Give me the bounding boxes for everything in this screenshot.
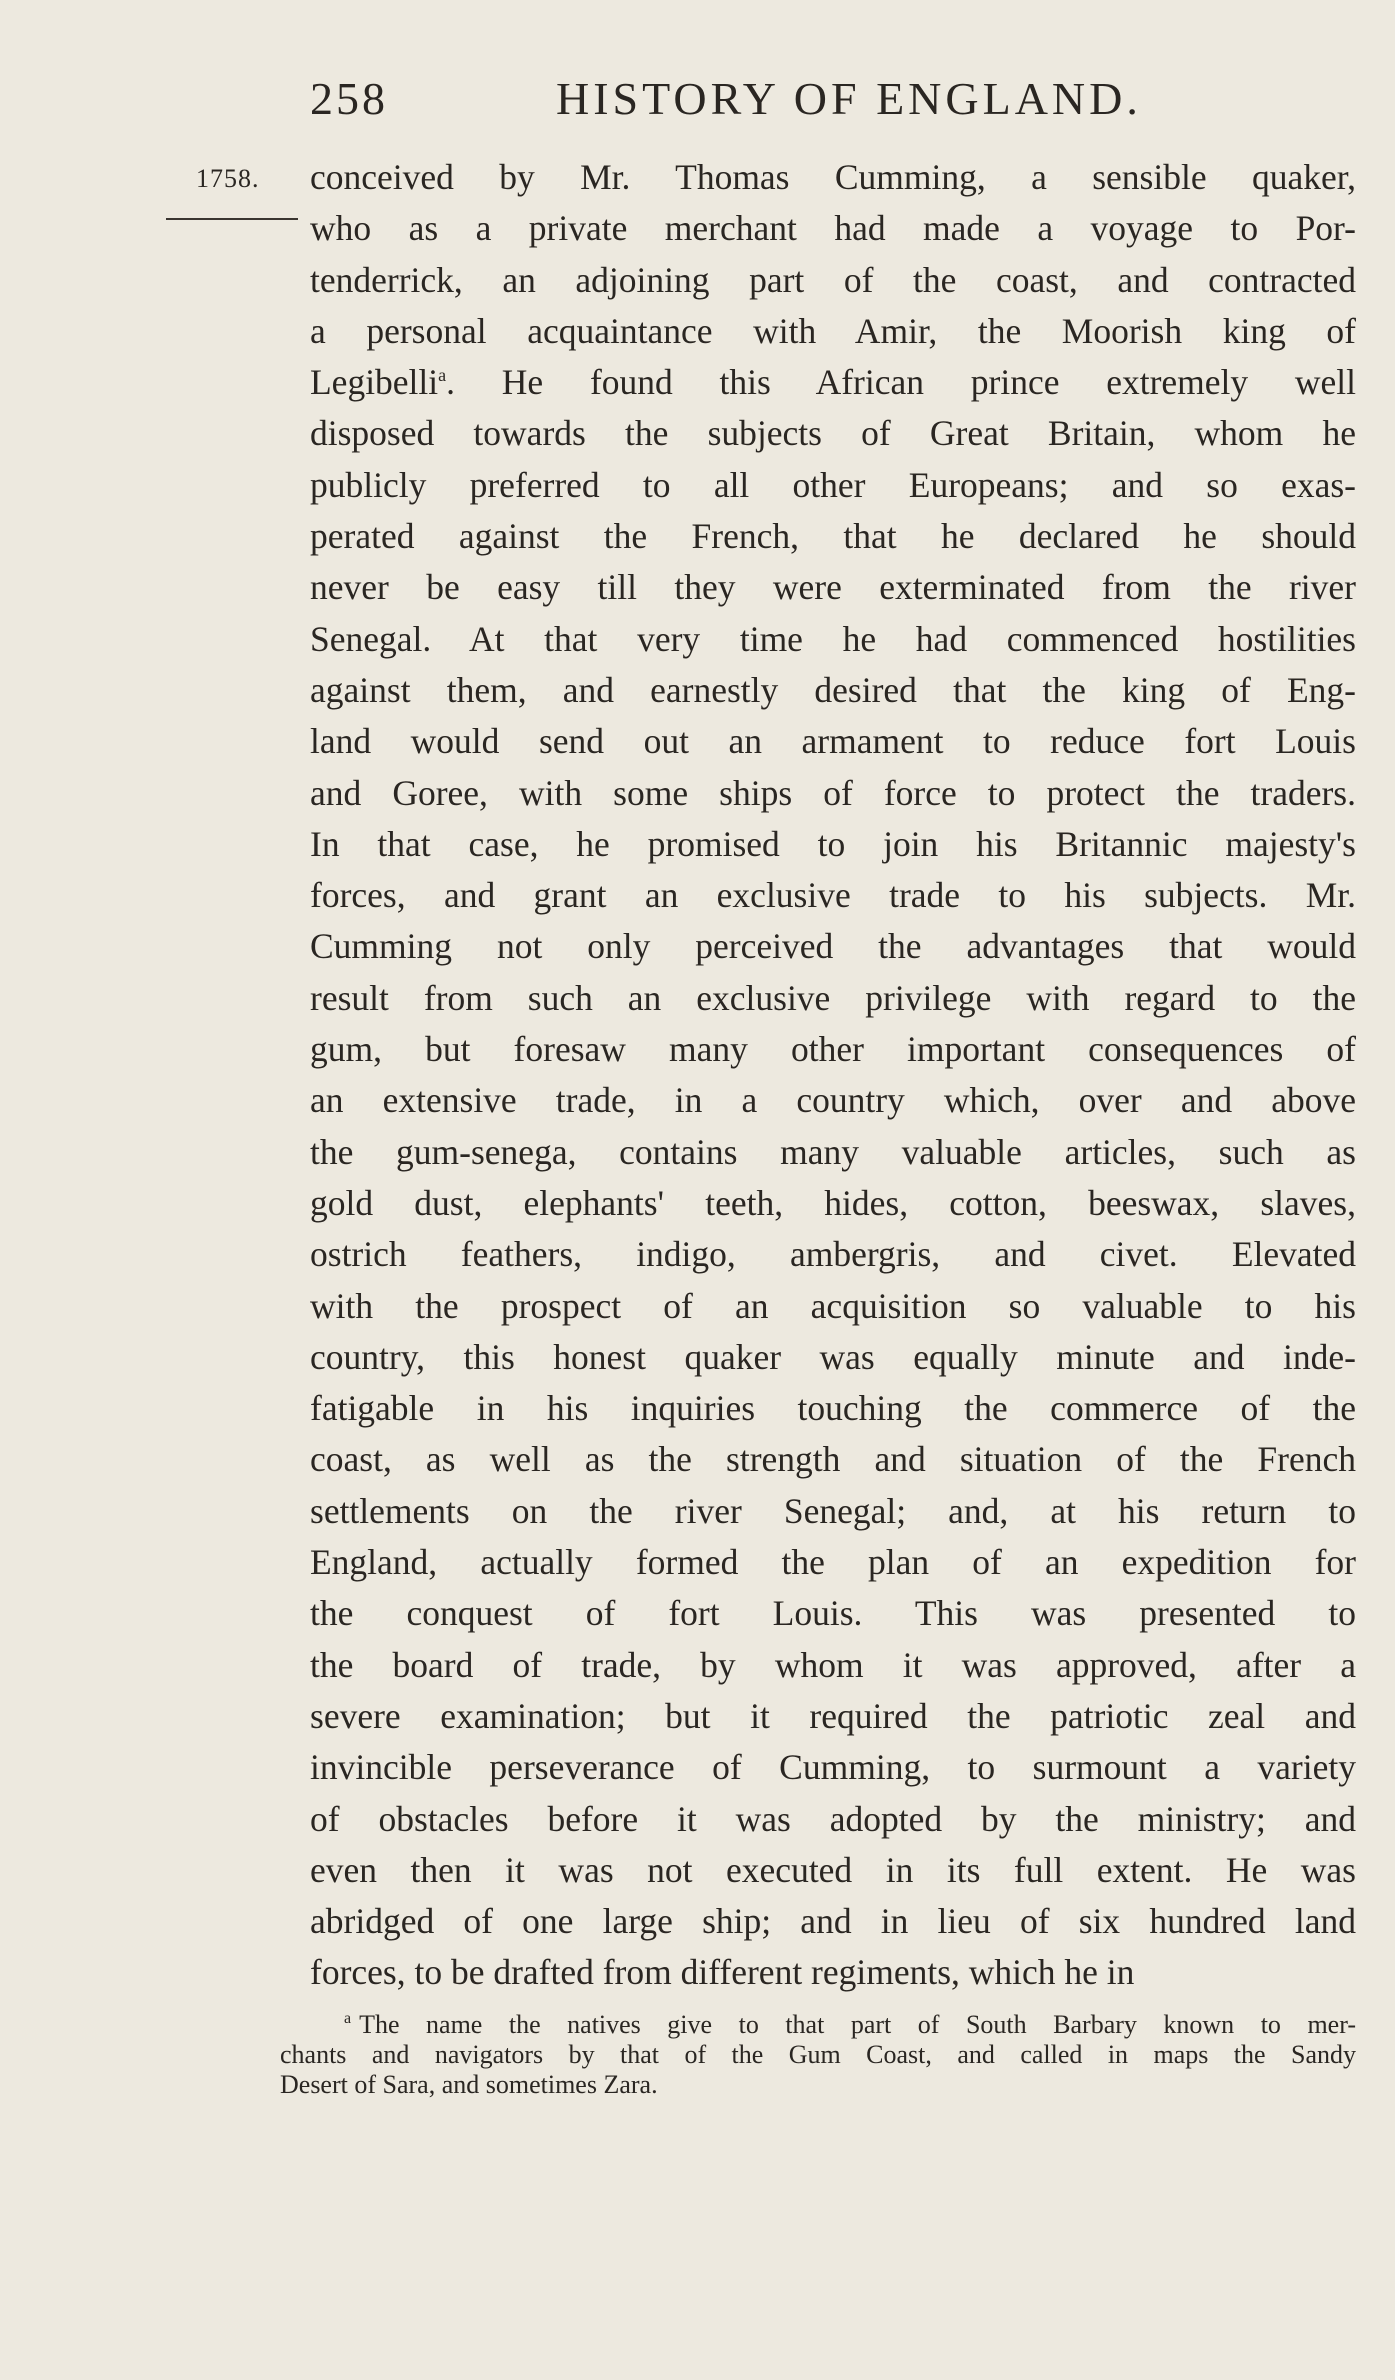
body-line: country, this honest quaker was equally minute and inde- xyxy=(310,1336,1356,1377)
body-line-segment: Legibelli xyxy=(310,362,439,403)
body-line: tenderrick, an adjoining part of the coast, and contracted xyxy=(310,259,1356,300)
body-line: fatigable in his inquiries touching the commerce of the xyxy=(310,1388,1356,1429)
body-line: of obstacles before it was adopted by the ministry; and xyxy=(310,1798,1356,1839)
body-line: severe examination; but it required the patriotic zeal and xyxy=(310,1695,1356,1736)
footnote xyxy=(280,2010,1356,2100)
body-line: the gum-senega, contains many valuable articles, such as xyxy=(310,1131,1356,1172)
body-line: even then it was not executed in its full extent. He was xyxy=(310,1849,1356,1890)
body-line: forces, and grant an exclusive trade to his subjects. Mr. xyxy=(310,875,1356,916)
body-line: against them, and earnestly desired that the king of Eng- xyxy=(310,669,1356,710)
body-line: disposed towards the subjects of Great Britain, whom he xyxy=(310,413,1356,454)
footnote-line: chants and navigators by that of the Gum Coast, and called in maps the Sandy xyxy=(280,2040,1356,2069)
body-line: who as a private merchant had made a voyage to Por- xyxy=(310,208,1356,249)
footnote-line xyxy=(280,2010,1356,2040)
body-line: Cumming not only perceived the advantages that would xyxy=(310,926,1356,967)
body-line: gold dust, elephants' teeth, hides, cotton, beeswax, slaves, xyxy=(310,1182,1356,1223)
body-line: the conquest of fort Louis. This was presented to xyxy=(310,1593,1356,1634)
running-head xyxy=(310,72,1340,132)
body-line: an extensive trade, in a country which, over and above xyxy=(310,1080,1356,1121)
body-line: land would send out an armament to reduce fort Louis xyxy=(310,721,1356,762)
body-line: gum, but foresaw many other important consequences of xyxy=(310,1029,1356,1070)
body-line: coast, as well as the strength and situation of the French xyxy=(310,1439,1356,1480)
body-line: conceived by Mr. Thomas Cumming, a sensible quaker, xyxy=(310,157,1356,197)
body-line: result from such an exclusive privilege with regard to the xyxy=(310,977,1356,1018)
body-line: perated against the French, that he declared he should xyxy=(310,516,1356,557)
body-line: settlements on the river Senegal; and, at his return to xyxy=(310,1490,1356,1531)
body-line: the board of trade, by whom it was approved, after a xyxy=(310,1644,1356,1685)
body-line: In that case, he promised to join his Britannic majesty's xyxy=(310,823,1356,864)
body-line: Legibelli$^a$. He found this African prince extremely well xyxy=(310,362,1357,403)
body-line: a personal acquaintance with Amir, the Moorish king of xyxy=(310,310,1356,351)
body-line: England, actually formed the plan of an expedition for xyxy=(310,1542,1356,1583)
body-text xyxy=(310,152,1356,1999)
footnote-reference: a xyxy=(438,365,447,386)
body-line: invincible perseverance of Cumming, to surmount a variety xyxy=(310,1747,1356,1788)
body-line: never be easy till they were exterminated from the river xyxy=(310,567,1356,608)
footnote-line: Desert of Sara, and sometimes Zara. xyxy=(280,2070,658,2099)
body-line: Senegal. At that very time he had commenced hostilities xyxy=(310,618,1356,659)
page-number: 258 xyxy=(310,73,388,124)
footnote-line-text: The name the natives give to that part of South Barbary known to mer- xyxy=(359,2010,1356,2039)
footnote-marker: a xyxy=(344,2010,352,2028)
body-line: ostrich feathers, indigo, ambergris, and civet. Elevated xyxy=(310,1234,1356,1275)
body-line: with the prospect of an acquisition so valuable to his xyxy=(310,1285,1356,1326)
body-line: publicly preferred to all other Europeans; and so exas- xyxy=(310,464,1356,505)
margin-rule xyxy=(166,218,298,220)
margin-year-note: 1758. xyxy=(196,164,260,193)
body-line: and Goree, with some ships of force to protect the traders. xyxy=(310,772,1356,813)
body-line: abridged of one large ship; and in lieu of six hundred land xyxy=(310,1901,1356,1942)
body-line-segment: He found this African prince extremely well xyxy=(501,362,1357,403)
page-title: HISTORY OF ENGLAND. xyxy=(556,73,1142,124)
body-line: forces, to be drafted from different regiments, which he in xyxy=(310,1952,1135,1993)
